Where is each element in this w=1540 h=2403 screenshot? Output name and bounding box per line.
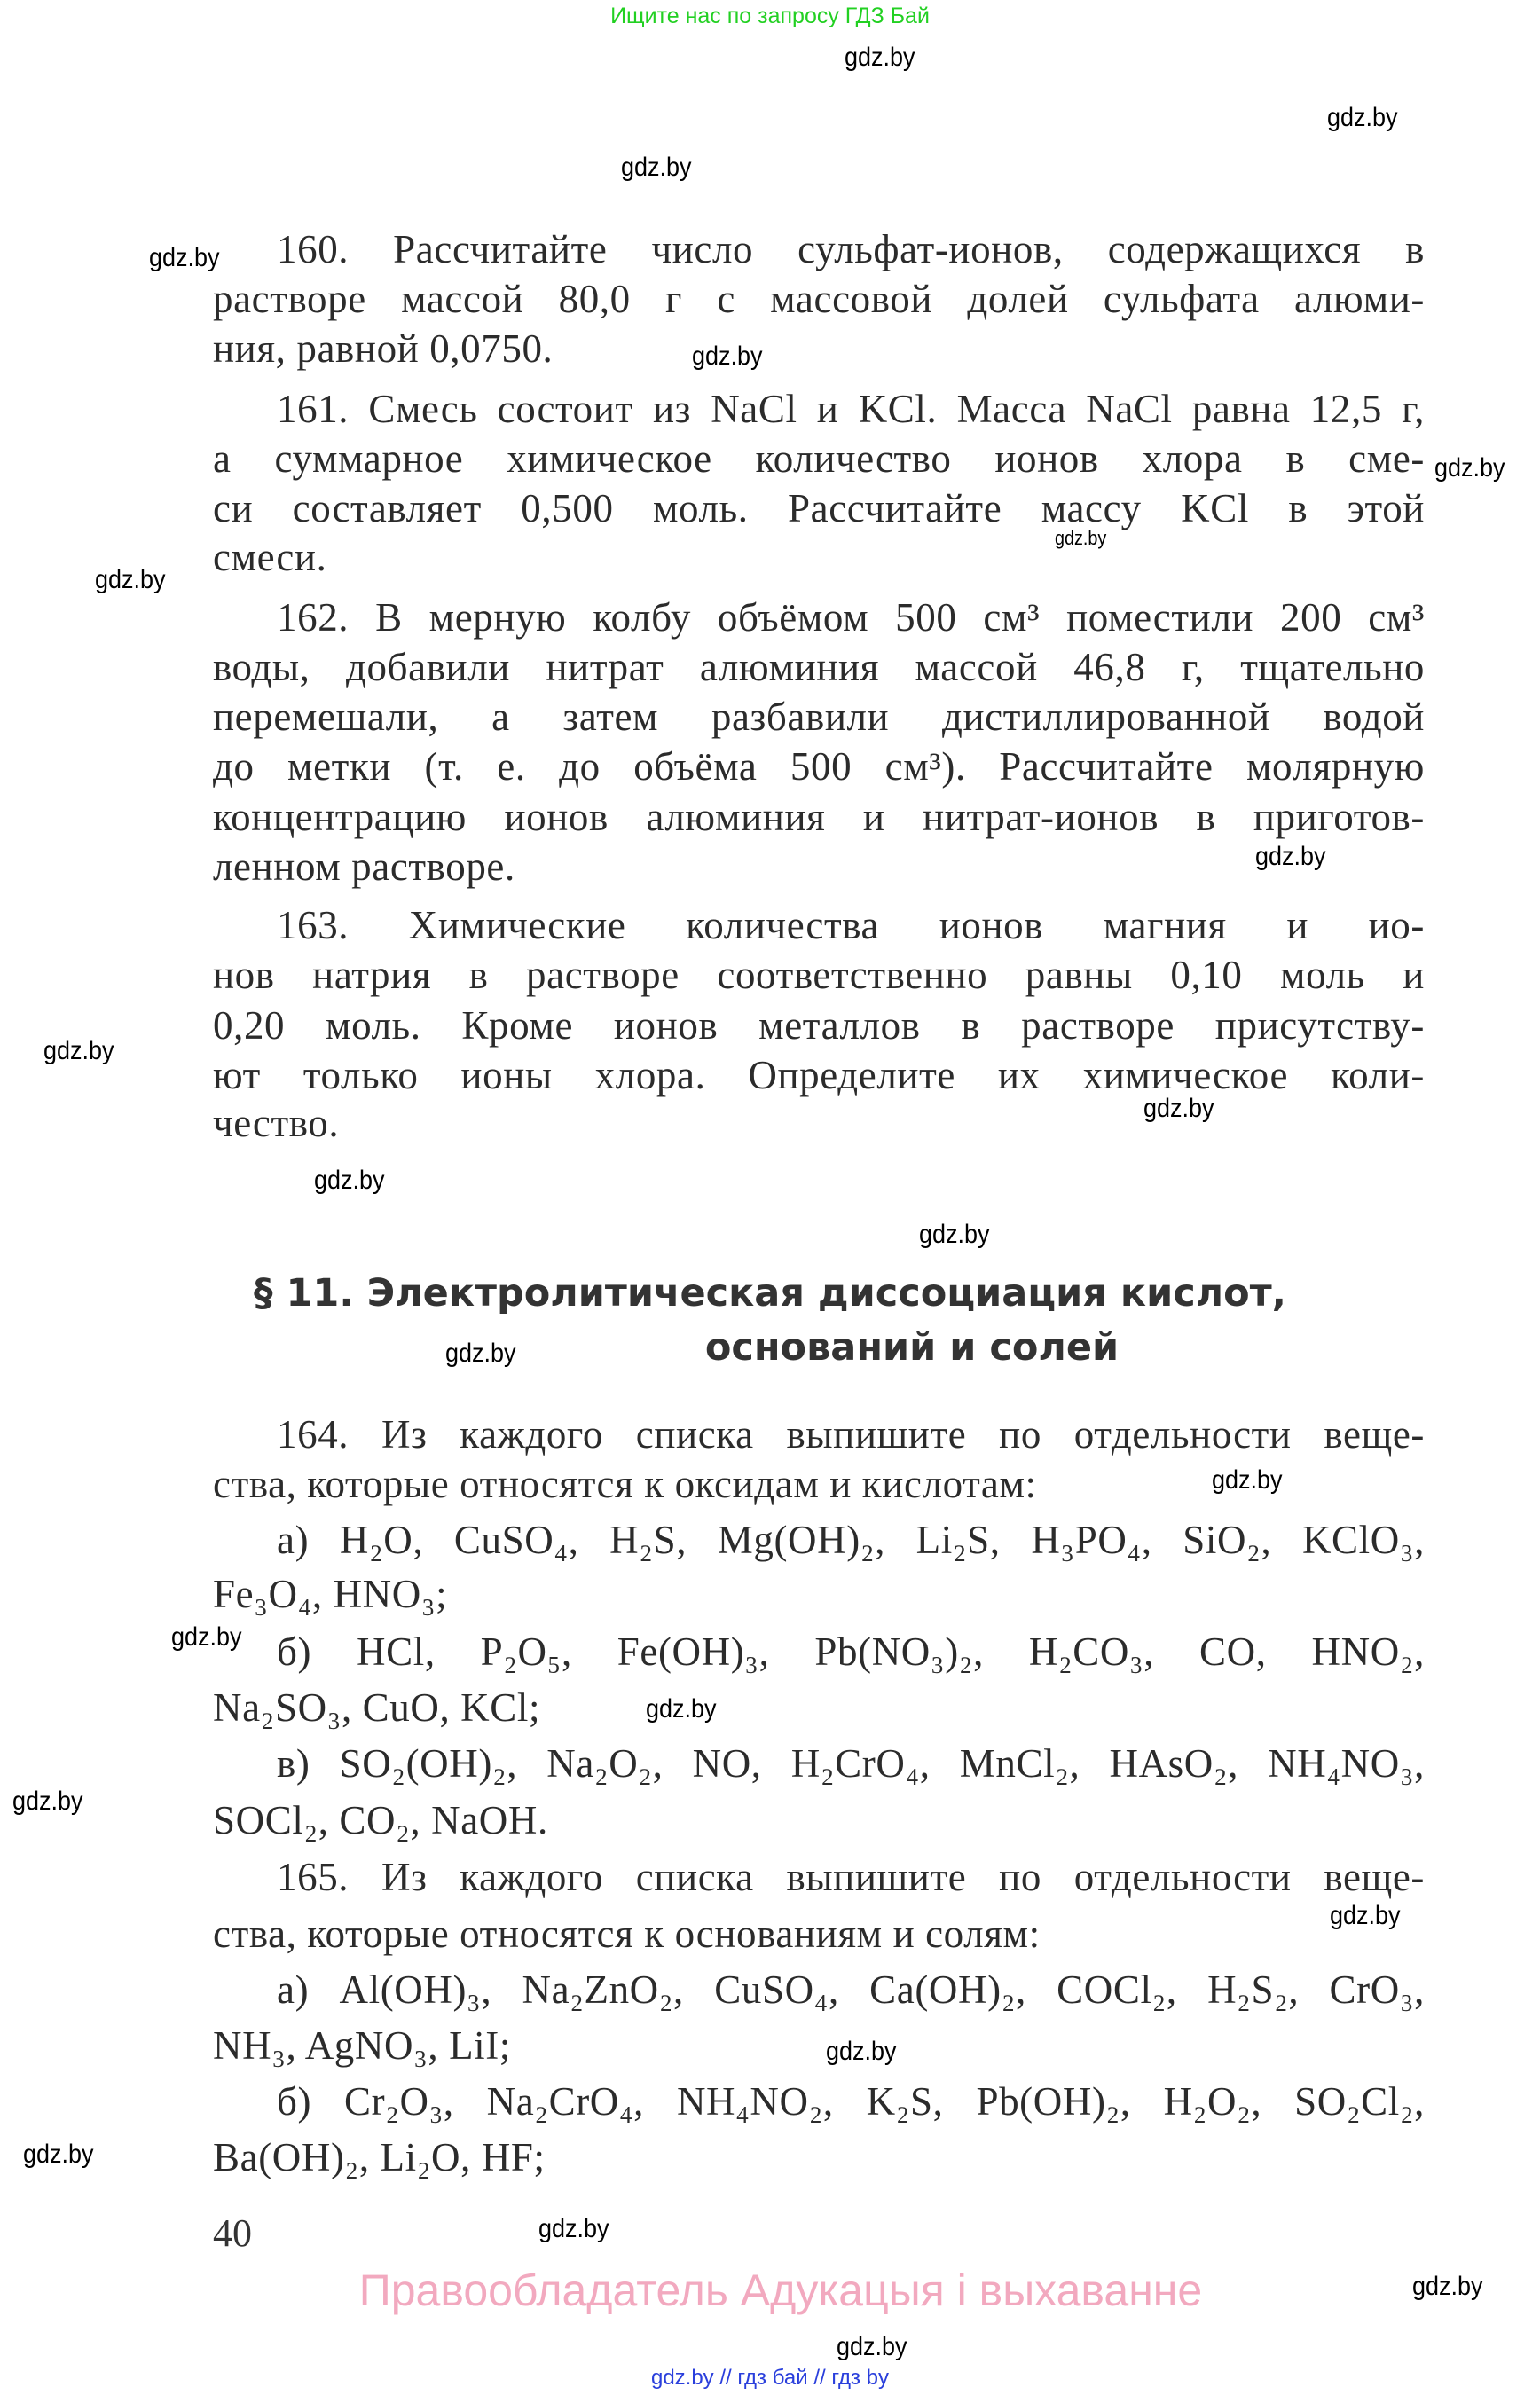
watermark-gdz-by: gdz.by — [445, 1339, 516, 1368]
text-line: Ba(OH)₂, Li₂O, HF; — [213, 2135, 546, 2179]
watermark-gdz-by: gdz.by — [837, 2332, 908, 2361]
text-line: чество. — [213, 1101, 340, 1145]
search-banner[interactable]: Ищите нас по запросу ГДЗ Бай — [610, 4, 930, 28]
text-line: б) Cr₂O₃, Na₂CrO₄, NH₄NO₂, K₂S, Pb(OH)₂, H₂O₂, SO₂Cl₂, — [277, 2079, 1425, 2124]
text-line: до метки (т. е. до объёма 500 см³). Рассчитайте молярную — [213, 744, 1425, 789]
watermark-gdz-by: gdz.by — [314, 1166, 385, 1195]
text-line: 0,20 моль. Кроме ионов металлов в растворе присутству- — [213, 1003, 1425, 1048]
text-line: 161. Смесь состоит из NaCl и KCl. Масса NaCl равна 12,5 г, — [277, 387, 1425, 431]
watermark-gdz-by: gdz.by — [845, 43, 915, 72]
text-line: Na₂SO₃, CuO, KCl; — [213, 1685, 541, 1730]
section-heading-line2: оснований и солей — [704, 1325, 1120, 1370]
text-line: концентрацию ионов алюминия и нитрат-ионов в приготов- — [213, 795, 1425, 839]
text-line: 164. Из каждого списка выпишите по отдельности веще- — [277, 1412, 1425, 1457]
text-line: си составляет 0,500 моль. Рассчитайте массу KCl в этой — [213, 486, 1425, 530]
watermark-gdz-by: gdz.by — [171, 1622, 242, 1652]
text-line: ют только ионы хлора. Определите их химическое коли- — [213, 1053, 1425, 1097]
footer-links[interactable]: gdz.by // гдз бай // гдз by — [650, 2366, 890, 2390]
section-heading-line1: § 11. Электролитическая диссоциация кислот, — [254, 1271, 1286, 1315]
text-line: а) Al(OH)₃, Na₂ZnO₂, CuSO₄, Ca(OH)₂, COCl₂, H₂S₂, CrO₃, — [277, 1967, 1425, 2012]
text-line: ства, которые относятся к основаниям и солям: — [213, 1912, 1041, 1956]
watermark-gdz-by: gdz.by — [1412, 2272, 1483, 2301]
watermark-gdz-by: gdz.by — [1143, 1094, 1214, 1123]
text-line: перемешали, а затем разбавили дистиллированной водой — [213, 695, 1425, 739]
text-line: ленном растворе. — [213, 844, 515, 889]
watermark-gdz-by: gdz.by — [919, 1220, 990, 1249]
text-line: а) H₂O, CuSO₄, H₂S, Mg(OH)₂, Li₂S, H₃PO₄, SiO₂, KClO₃, — [277, 1518, 1425, 1562]
text-line: Fe₃O₄, HNO₃; — [213, 1572, 448, 1616]
text-line: 165. Из каждого списка выпишите по отдельности веще- — [277, 1855, 1425, 1899]
watermark-gdz-by: gdz.by — [692, 342, 763, 371]
text-line: нов натрия в растворе соответственно равны 0,10 моль и — [213, 953, 1425, 997]
text-line: 160. Рассчитайте число сульфат-ионов, содержащихся в — [277, 227, 1425, 271]
watermark-gdz-by: gdz.by — [43, 1036, 114, 1065]
text-line: смеси. — [213, 535, 327, 579]
text-line: б) HCl, P₂O₅, Fe(OH)₃, Pb(NO₃)₂, H₂CO₃, CO, HNO₂, — [277, 1629, 1425, 1674]
watermark-gdz-by: gdz.by — [12, 1787, 83, 1816]
copyright-notice: Правообладатель Адукацыя і выхаванне — [358, 2266, 1203, 2315]
page-number: 40 — [213, 2211, 252, 2255]
text-line: ства, которые относятся к оксидам и кислотам: — [213, 1462, 1037, 1506]
text-line: а суммарное химическое количество ионов хлора в сме- — [213, 436, 1425, 481]
watermark-gdz-by: gdz.by — [1055, 527, 1107, 549]
text-line: в) SO₂(OH)₂, Na₂O₂, NO, H₂CrO₄, MnCl₂, HAsO₂, NH₄NO₃, — [277, 1741, 1425, 1786]
watermark-gdz-by: gdz.by — [826, 2037, 897, 2066]
watermark-gdz-by: gdz.by — [1255, 842, 1326, 871]
text-line: ния, равной 0,0750. — [213, 326, 554, 371]
text-line: растворе массой 80,0 г с массовой долей сульфата алюми- — [213, 277, 1425, 321]
watermark-gdz-by: gdz.by — [646, 1694, 717, 1724]
watermark-gdz-by: gdz.by — [1212, 1465, 1283, 1495]
watermark-gdz-by: gdz.by — [1434, 453, 1505, 483]
text-line: воды, добавили нитрат алюминия массой 46,8 г, тщательно — [213, 645, 1425, 689]
text-line: 163. Химические количества ионов магния и ио- — [277, 903, 1425, 947]
watermark-gdz-by: gdz.by — [538, 2214, 609, 2243]
text-line: NH₃, AgNO₃, LiI; — [213, 2023, 511, 2068]
watermark-gdz-by: gdz.by — [1327, 103, 1398, 132]
watermark-gdz-by: gdz.by — [95, 565, 166, 594]
text-line: 162. В мерную колбу объёмом 500 см³ поместили 200 см³ — [277, 595, 1425, 640]
watermark-gdz-by: gdz.by — [621, 153, 692, 182]
watermark-gdz-by: gdz.by — [1330, 1901, 1401, 1930]
watermark-gdz-by: gdz.by — [23, 2140, 94, 2169]
watermark-gdz-by: gdz.by — [149, 243, 220, 272]
text-line: SOCl₂, CO₂, NaOH. — [213, 1798, 548, 1842]
